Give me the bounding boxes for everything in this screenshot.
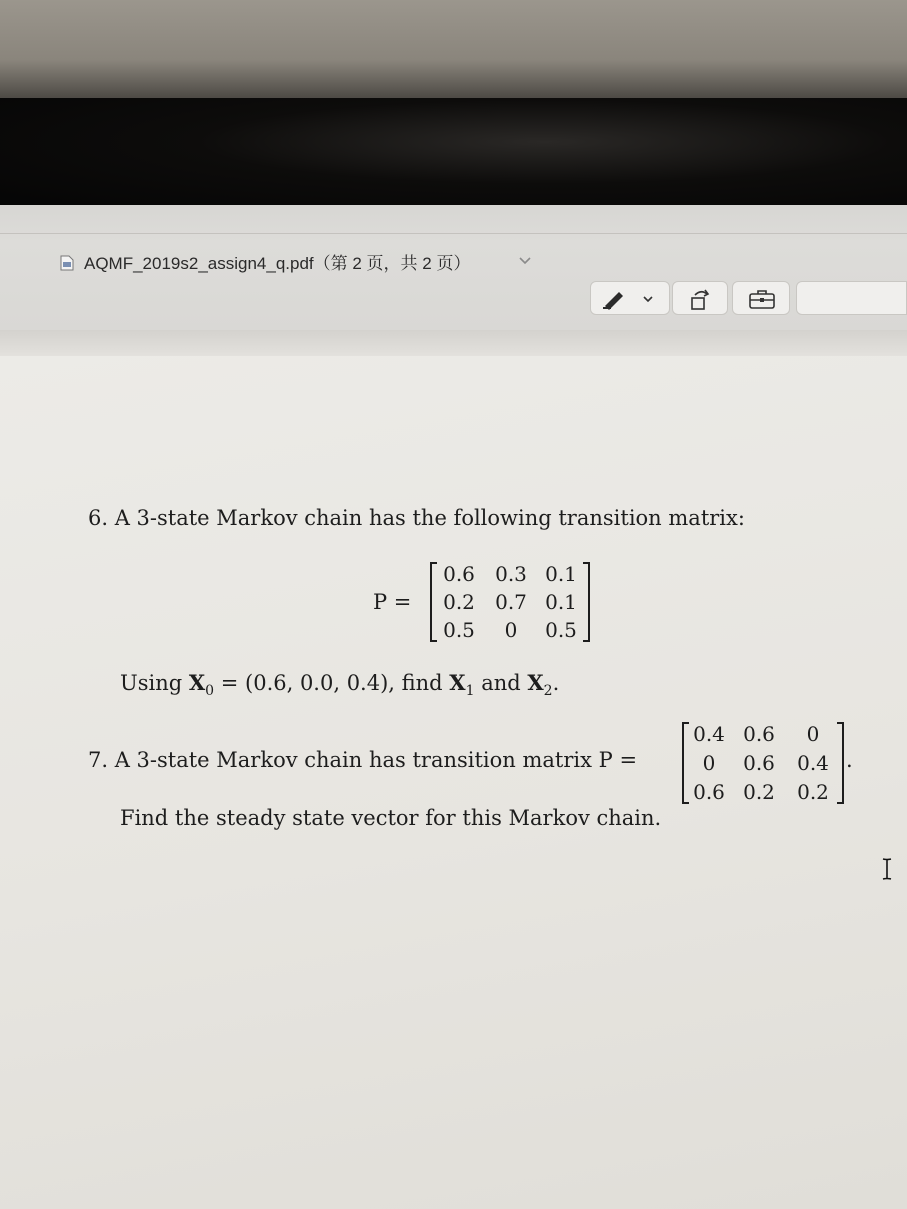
x2-subscript: 2 bbox=[543, 683, 553, 700]
pen-icon bbox=[601, 288, 627, 310]
matrix-cell: 0.2 bbox=[443, 590, 475, 614]
matrix-cell: 0.6 bbox=[743, 751, 775, 775]
x0-subscript: 0 bbox=[205, 683, 215, 700]
matrix-cell: 0.1 bbox=[545, 590, 577, 614]
q6-p-label: P = bbox=[373, 590, 412, 614]
q7-period: . bbox=[846, 748, 853, 772]
text-cursor-icon bbox=[881, 858, 893, 880]
question-6-using-line bbox=[120, 670, 559, 699]
x0-symbol: X bbox=[188, 670, 206, 695]
and-word: and bbox=[474, 671, 528, 695]
x1-subscript: 1 bbox=[465, 683, 475, 700]
sentence-end: . bbox=[552, 671, 560, 695]
using-prefix: Using bbox=[120, 671, 189, 695]
toolbox-icon bbox=[747, 288, 777, 310]
toolbar-shadow bbox=[0, 330, 907, 358]
x2-symbol: X bbox=[527, 670, 544, 695]
matrix-cell: 0.6 bbox=[693, 780, 725, 804]
rotate-button[interactable] bbox=[672, 281, 728, 315]
pdf-document-icon bbox=[60, 255, 74, 271]
matrix-right-bracket bbox=[837, 722, 844, 804]
window-titlebar bbox=[0, 205, 907, 331]
rotate-icon bbox=[687, 287, 713, 311]
matrix-cell: 0.2 bbox=[797, 780, 829, 804]
matrix-cell: 0 bbox=[504, 618, 518, 642]
matrix-cell: 0.7 bbox=[495, 590, 527, 614]
search-field[interactable] bbox=[796, 281, 907, 315]
matrix-cell: 0 bbox=[806, 722, 820, 746]
monitor-bezel bbox=[0, 98, 907, 208]
matrix-cell: 0.4 bbox=[693, 722, 725, 746]
matrix-cell: 0.3 bbox=[495, 562, 527, 586]
matrix-cell: 0.1 bbox=[545, 562, 577, 586]
window-title[interactable]: AQMF_2019s2_assign4_q.pdf（第 2 页，共 2 页） bbox=[84, 254, 471, 273]
q7-transition-matrix bbox=[682, 720, 844, 806]
matrix-cell: 0.6 bbox=[743, 722, 775, 746]
matrix-cell: 0.4 bbox=[797, 751, 829, 775]
markup-button[interactable] bbox=[590, 281, 670, 315]
matrix-cell: 0.6 bbox=[443, 562, 475, 586]
titlebar-divider bbox=[0, 233, 907, 234]
matrix-cell: 0 bbox=[702, 751, 716, 775]
question-7-find-line: Find the steady state vector for this Markov chain. bbox=[120, 806, 662, 830]
x1-symbol: X bbox=[449, 670, 466, 695]
question-6-text: 6. A 3-state Markov chain has the following transition matrix: bbox=[88, 506, 745, 530]
matrix-cell: 0.5 bbox=[443, 618, 475, 642]
toolbox-button[interactable] bbox=[732, 281, 790, 315]
room-background bbox=[0, 0, 907, 100]
chevron-down-icon[interactable] bbox=[516, 251, 534, 269]
using-middle: = (0.6, 0.0, 0.4), find bbox=[214, 671, 450, 695]
matrix-cell: 0.5 bbox=[545, 618, 577, 642]
question-7-text: 7. A 3-state Markov chain has transition matrix P = bbox=[88, 748, 638, 772]
matrix-cell: 0.2 bbox=[743, 780, 775, 804]
chevron-down-icon bbox=[641, 292, 655, 306]
q6-transition-matrix bbox=[430, 560, 590, 644]
